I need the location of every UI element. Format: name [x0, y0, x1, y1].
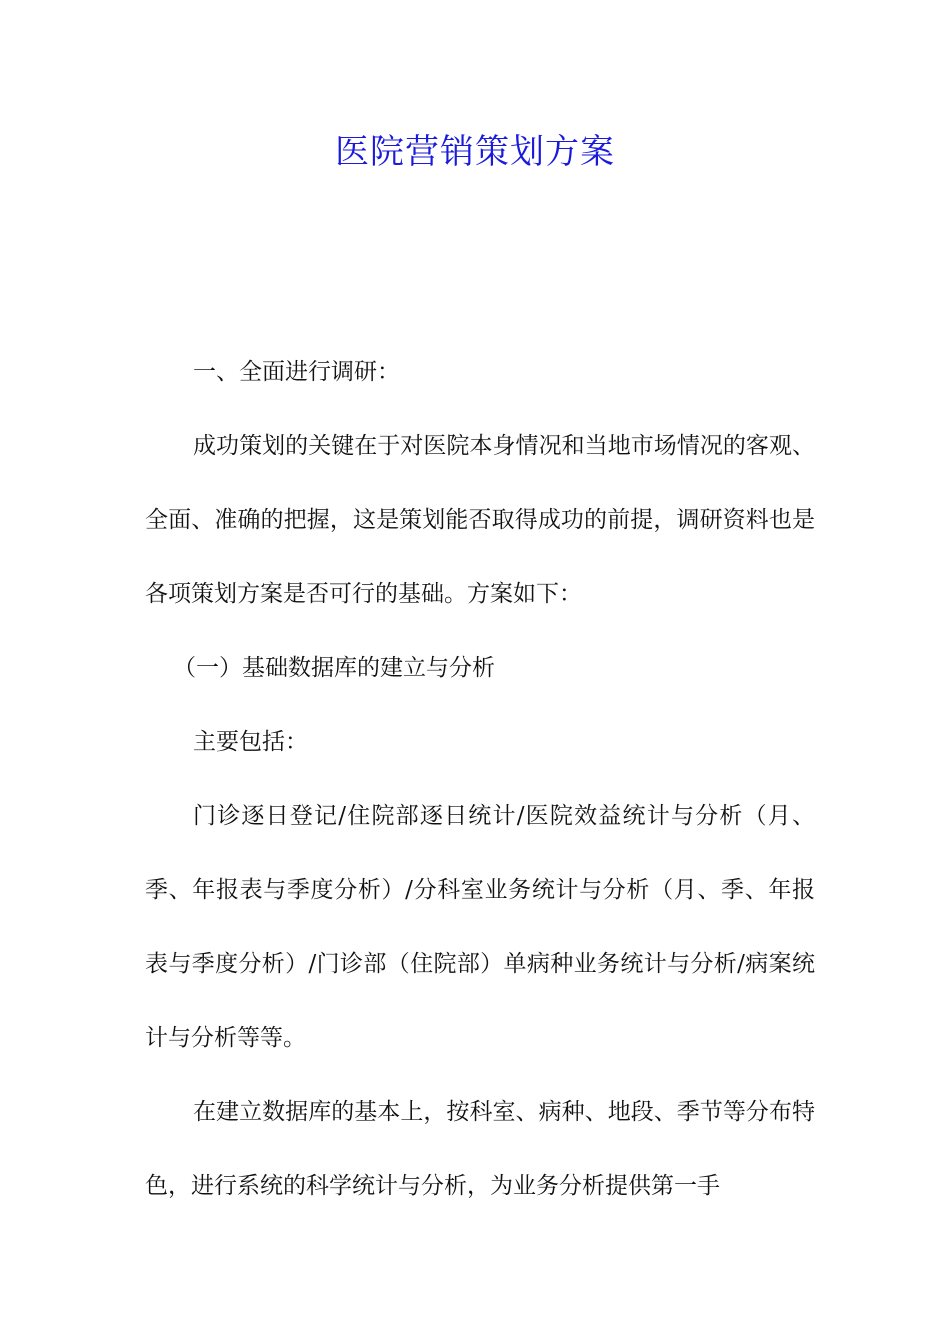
document-body — [145, 335, 815, 1223]
section-heading: 一、全面进行调研： — [193, 359, 400, 385]
paragraph-database-analysis: 在建立数据库的基本上，按科室、病种、地段、季节等分布特色，进行系统的科学统计与分析，为业务分析提供第一手 — [145, 1099, 815, 1199]
document-title: 医院营销策划方案 — [335, 132, 615, 172]
paragraph-includes-label: 主要包括： — [193, 729, 308, 755]
subsection-heading: （一）基础数据库的建立与分析 — [173, 655, 495, 681]
paragraph-intro: 成功策划的关键在于对医院本身情况和当地市场情况的客观、全面、准确的把握，这是策划能否取得成功的前提，调研资料也是各项策划方案是否可行的基础。方案如下： — [145, 433, 815, 607]
paragraph-statistics-list: 门诊逐日登记/住院部逐日统计/医院效益统计与分析（月、季、年报表与季度分析）/分科室业务统计与分析（月、季、年报表与季度分析）/门诊部（住院部）单病种业务统计与分析/病案统计与分析等等。 — [145, 803, 815, 1051]
